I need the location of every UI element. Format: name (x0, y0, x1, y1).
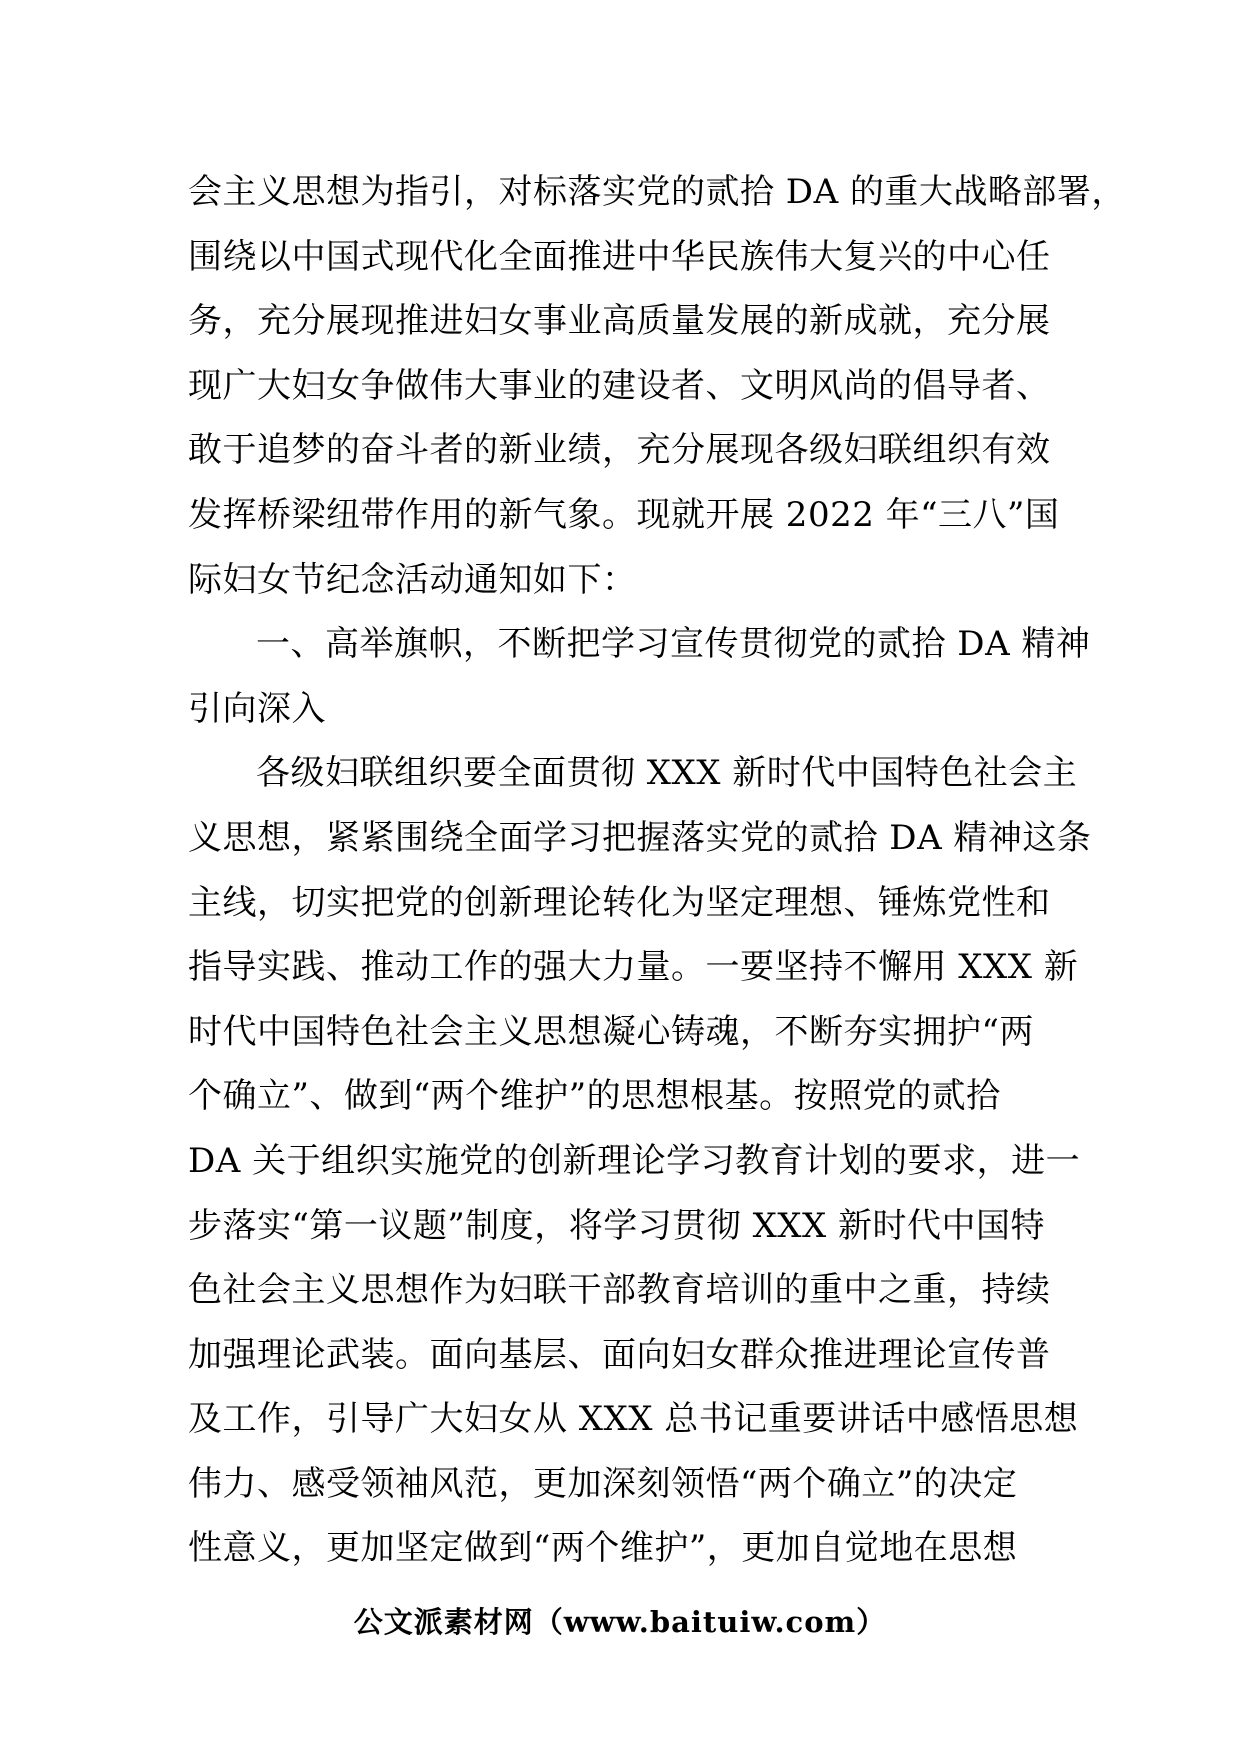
text-line: 围绕以中国式现代化全面推进中华民族伟大复兴的中心任 (188, 236, 1051, 277)
text-line: DA 关于组织实施党的创新理论学习教育计划的要求，进一 (188, 1140, 1081, 1181)
text-line: 各级妇联组织要全面贯彻 XXX 新时代中国特色社会主 (256, 753, 1078, 794)
text-line: 及工作，引导广大妇女从 XXX 总书记重要讲话中感悟思想 (188, 1399, 1079, 1440)
text-line: 务，充分展现推进妇女事业高质量发展的新成就，充分展 (188, 301, 1051, 342)
text-line: 主线，切实把党的创新理论转化为坚定理想、锤炼党性和 (188, 882, 1051, 923)
text-line: 加强理论武装。面向基层、面向妇女群众推进理论宣传普 (188, 1334, 1051, 1375)
text-line: 会主义思想为指引，对标落实党的贰拾 DA 的重大战略部署， (188, 172, 1126, 212)
text-line: 伟力、感受领袖风范，更加深刻领悟“两个确立”的决定 (188, 1463, 1018, 1504)
text-line: 色社会主义思想作为妇联干部教育培训的重中之重，持续 (188, 1270, 1051, 1311)
section-heading: 一、高举旗帜，不断把学习宣传贯彻党的贰拾 DA 精神 (256, 624, 1091, 665)
text-line: 步落实“第一议题”制度，将学习贯彻 XXX 新时代中国特 (188, 1205, 1045, 1246)
section-heading-continued: 引向深入 (188, 688, 326, 729)
text-line: 际妇女节纪念活动通知如下： (188, 559, 637, 600)
text-line: 时代中国特色社会主义思想凝心铸魂，不断夯实拥护“两 (188, 1011, 1034, 1052)
text-line: 现广大妇女争做伟大事业的建设者、文明风尚的倡导者、 (188, 365, 1051, 406)
text-line: 个确立”、做到“两个维护”的思想根基。按照党的贰拾 (188, 1076, 1001, 1117)
document-body (188, 160, 1126, 1581)
page-footer: 公文派素材网（www.baituiw.com） (353, 1605, 887, 1639)
text-line: 性意义，更加坚定做到“两个维护”，更加自觉地在思想 (188, 1528, 1018, 1569)
text-line: 义思想，紧紧围绕全面学习把握落实党的贰拾 DA 精神这条 (188, 817, 1092, 858)
text-line: 指导实践、推动工作的强大力量。一要坚持不懈用 XXX 新 (188, 947, 1079, 988)
text-line: 发挥桥梁纽带作用的新气象。现就开展 2022 年“三八”国 (188, 494, 1060, 535)
text-line: 敢于追梦的奋斗者的新业绩，充分展现各级妇联组织有效 (188, 430, 1051, 471)
